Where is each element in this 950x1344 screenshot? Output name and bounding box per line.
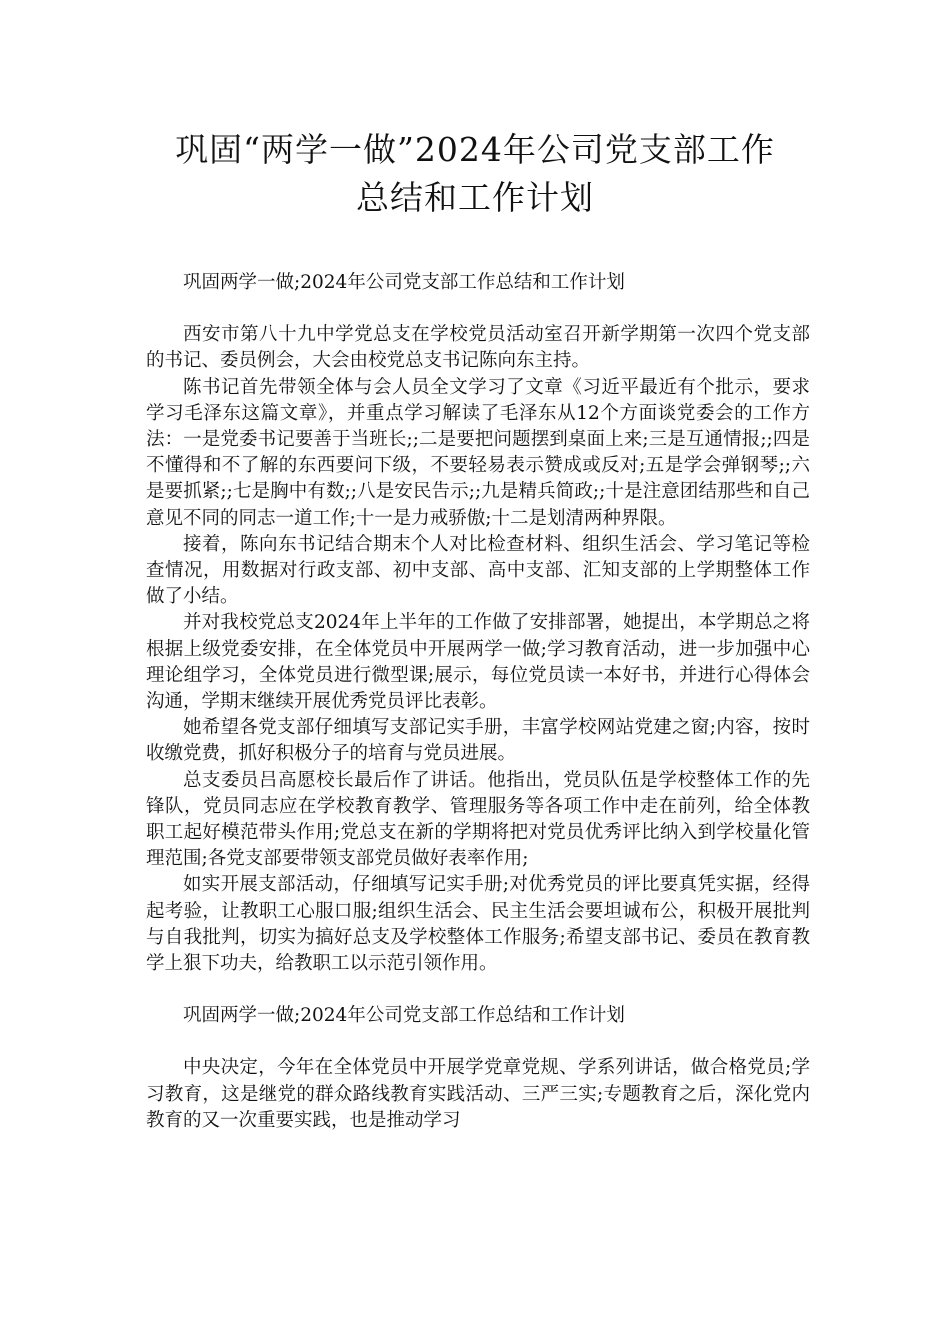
document-title bbox=[120, 126, 830, 222]
paragraph: 接着，陈向东书记结合期末个人对比检查材料、组织生活会、学习笔记等检查情况，用数据对行政支部、初中支部、高中支部、汇知支部的上学期整体工作做了小结。 bbox=[146, 533, 810, 608]
title-line-2: 总结和工作计划 bbox=[356, 178, 594, 217]
paragraph: 总支委员吕高愿校长最后作了讲话。他指出，党员队伍是学校整体工作的先锋队，党员同志应在学校教育教学、管理服务等各项工作中走在前列，给全体教职工起好模范带头作用;党总支在新的学期将把对党员优秀评比纳入到学校量化管理范围;各党支部要带领支部党员做好表率作用; bbox=[146, 769, 810, 870]
paragraph: 并对我校党总支2024年上半年的工作做了安排部署，她提出，本学期总之将根据上级党委安排，在全体党员中开展两学一做;学习教育活动，进一步加强中心理论组学习，全体党员进行微型课;展示，每位党员读一本好书，并进行心得体会沟通，学期末继续开展优秀党员评比表彰。 bbox=[146, 612, 810, 713]
section-2-subheading: 巩固两学一做;2024年公司党支部工作总结和工作计划 bbox=[183, 1005, 625, 1027]
document-body bbox=[146, 270, 810, 1134]
title-line-1: 巩固“两学一做”2024年公司党支部工作 bbox=[175, 130, 775, 169]
paragraph: 中央决定，今年在全体党员中开展学党章党规、学系列讲话，做合格党员;学习教育，这是继党的群众路线教育实践活动、三严三实;专题教育之后，深化党内教育的又一次重要实践，也是推动学习 bbox=[146, 1057, 810, 1131]
paragraph: 陈书记首先带领全体与会人员全文学习了文章《习近平最近有个批示，要求学习毛泽东这篇文章》，并重点学习解读了毛泽东从12个方面谈党委会的工作方法：一是党委书记要善于当班长;;二是要把问题摆到桌面上来;三是互通情报;;四是不懂得和不了解的东西要问下级，不要轻易表示赞成或反对;五是学会弹钢琴;;六是要抓紧;;七是胸中有数;;八是安民告示;;九是精兵简政;;十是注意团结那些和自己意见不同的同志一道工作;十一是力戒骄傲;十二是划清两种界限。 bbox=[146, 376, 810, 529]
paragraph: 她希望各党支部仔细填写支部记实手册，丰富学校网站党建之窗;内容，按时收缴党费，抓好积极分子的培育与党员进展。 bbox=[146, 717, 810, 765]
section-1-subheading: 巩固两学一做;2024年公司党支部工作总结和工作计划 bbox=[183, 272, 625, 293]
paragraph: 如实开展支部活动，仔细填写记实手册;对优秀党员的评比要真凭实据，经得起考验，让教职工心服口服;组织生活会、民主生活会要坦诚布公，积极开展批判与自我批判，切实为搞好总支及学校整体工作服务;希望支部书记、委员在教育教学上狠下功夫，给教职工以示范引领作用。 bbox=[146, 874, 810, 975]
paragraph: 西安市第八十九中学党总支在学校党员活动室召开新学期第一次四个党支部的书记、委员例会，大会由校党总支书记陈向东主持。 bbox=[146, 324, 810, 372]
